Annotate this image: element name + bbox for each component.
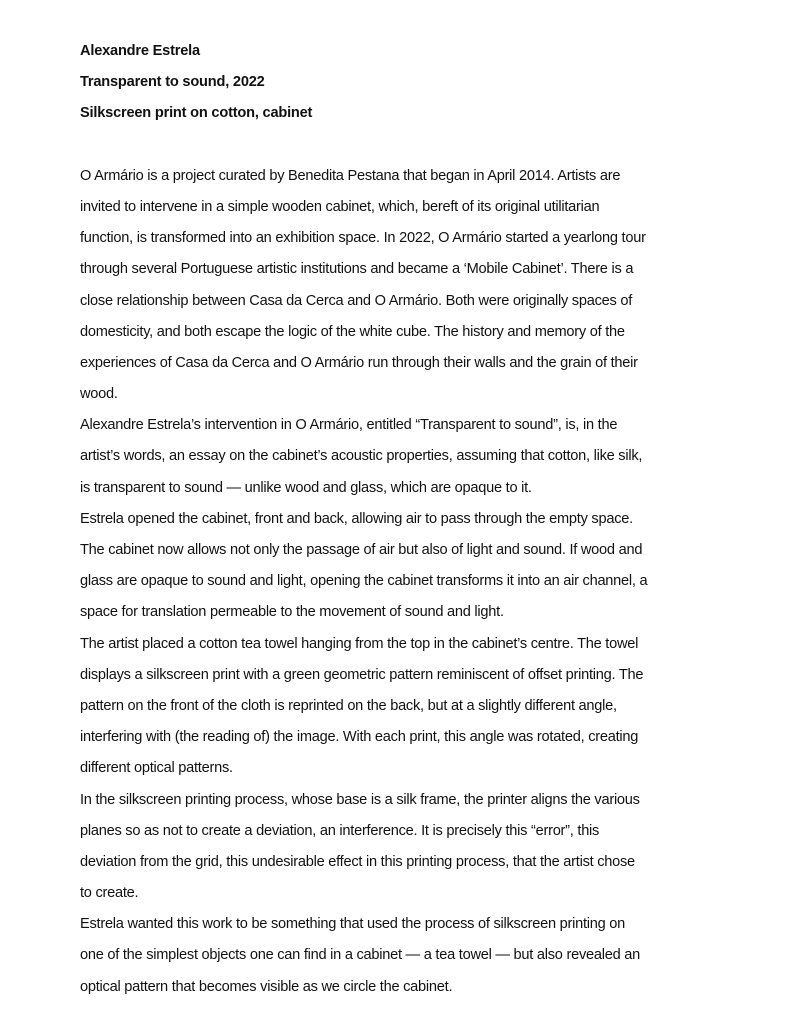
text-line: optical pattern that becomes visible as we circle the cabinet. — [80, 978, 453, 995]
artist-name: Alexandre Estrela — [80, 43, 200, 59]
work-medium: Silkscreen print on cotton, cabinet — [80, 105, 313, 122]
paragraph — [80, 785, 760, 910]
text-line: Estrela wanted this work to be something that used the process of silkscreen printing on — [80, 916, 626, 933]
text-line: domesticity, and both escape the logic of the white cube. The history and memory of the — [80, 323, 625, 340]
header-spacer — [80, 130, 760, 161]
text-line: Alexandre Estrela’s intervention in O Armário, entitled “Transparent to sound”, is, in the — [80, 417, 618, 434]
work-title-year: Transparent to sound, 2022 — [80, 74, 265, 91]
text-line: interfering with (the reading of) the image. With each print, this angle was rotated, creating — [80, 729, 639, 746]
paragraph — [80, 161, 760, 411]
text-line: different optical patterns. — [80, 760, 233, 777]
text-line: pattern on the front of the cloth is reprinted on the back, but at a slightly different angle, — [80, 697, 617, 714]
document-body — [80, 161, 760, 1003]
document-header — [80, 36, 760, 130]
paragraph — [80, 909, 760, 1003]
text-line: Estrela opened the cabinet, front and back, allowing air to pass through the empty space. — [80, 510, 633, 527]
text-line: planes so as not to create a deviation, an interference. It is precisely this “error”, this — [80, 822, 600, 839]
text-line: artist’s words, an essay on the cabinet’s acoustic properties, assuming that cotton, like silk, — [80, 448, 643, 465]
text-line: is transparent to sound — unlike wood and glass, which are opaque to it. — [80, 479, 532, 496]
text-line: O Armário is a project curated by Benedita Pestana that began in April 2014. Artists are — [80, 167, 621, 184]
text-line: In the silkscreen printing process, whose base is a silk frame, the printer aligns the various — [80, 791, 640, 808]
text-line: one of the simplest objects one can find in a cabinet — a tea towel — but also revealed an — [80, 947, 640, 964]
paragraph — [80, 410, 760, 504]
text-line: function, is transformed into an exhibition space. In 2022, O Armário started a yearlong tour — [80, 230, 646, 247]
text-line: close relationship between Casa da Cerca and O Armário. Both were originally spaces of — [80, 292, 633, 309]
text-line: through several Portuguese artistic institutions and became a ‘Mobile Cabinet’. There is a — [80, 261, 634, 278]
paragraph — [80, 629, 760, 785]
text-line: space for translation permeable to the movement of sound and light. — [80, 604, 504, 621]
text-line: displays a silkscreen print with a green geometric pattern reminiscent of offset printing. The — [80, 666, 644, 683]
text-line: glass are opaque to sound and light, opening the cabinet transforms it into an air channel, a — [80, 573, 648, 590]
text-line: deviation from the grid, this undesirable effect in this printing process, that the artist chose — [80, 853, 635, 870]
text-line: experiences of Casa da Cerca and O Armário run through their walls and the grain of their — [80, 354, 638, 371]
text-line: wood. — [80, 386, 118, 403]
document-page — [80, 36, 760, 1003]
text-line: The cabinet now allows not only the passage of air but also of light and sound. If wood and — [80, 542, 643, 558]
text-line: invited to intervene in a simple wooden cabinet, which, bereft of its original utilitarian — [80, 198, 600, 215]
paragraph — [80, 504, 760, 629]
text-line: to create. — [80, 885, 139, 902]
text-line: The artist placed a cotton tea towel hanging from the top in the cabinet’s centre. The towel — [80, 635, 639, 652]
